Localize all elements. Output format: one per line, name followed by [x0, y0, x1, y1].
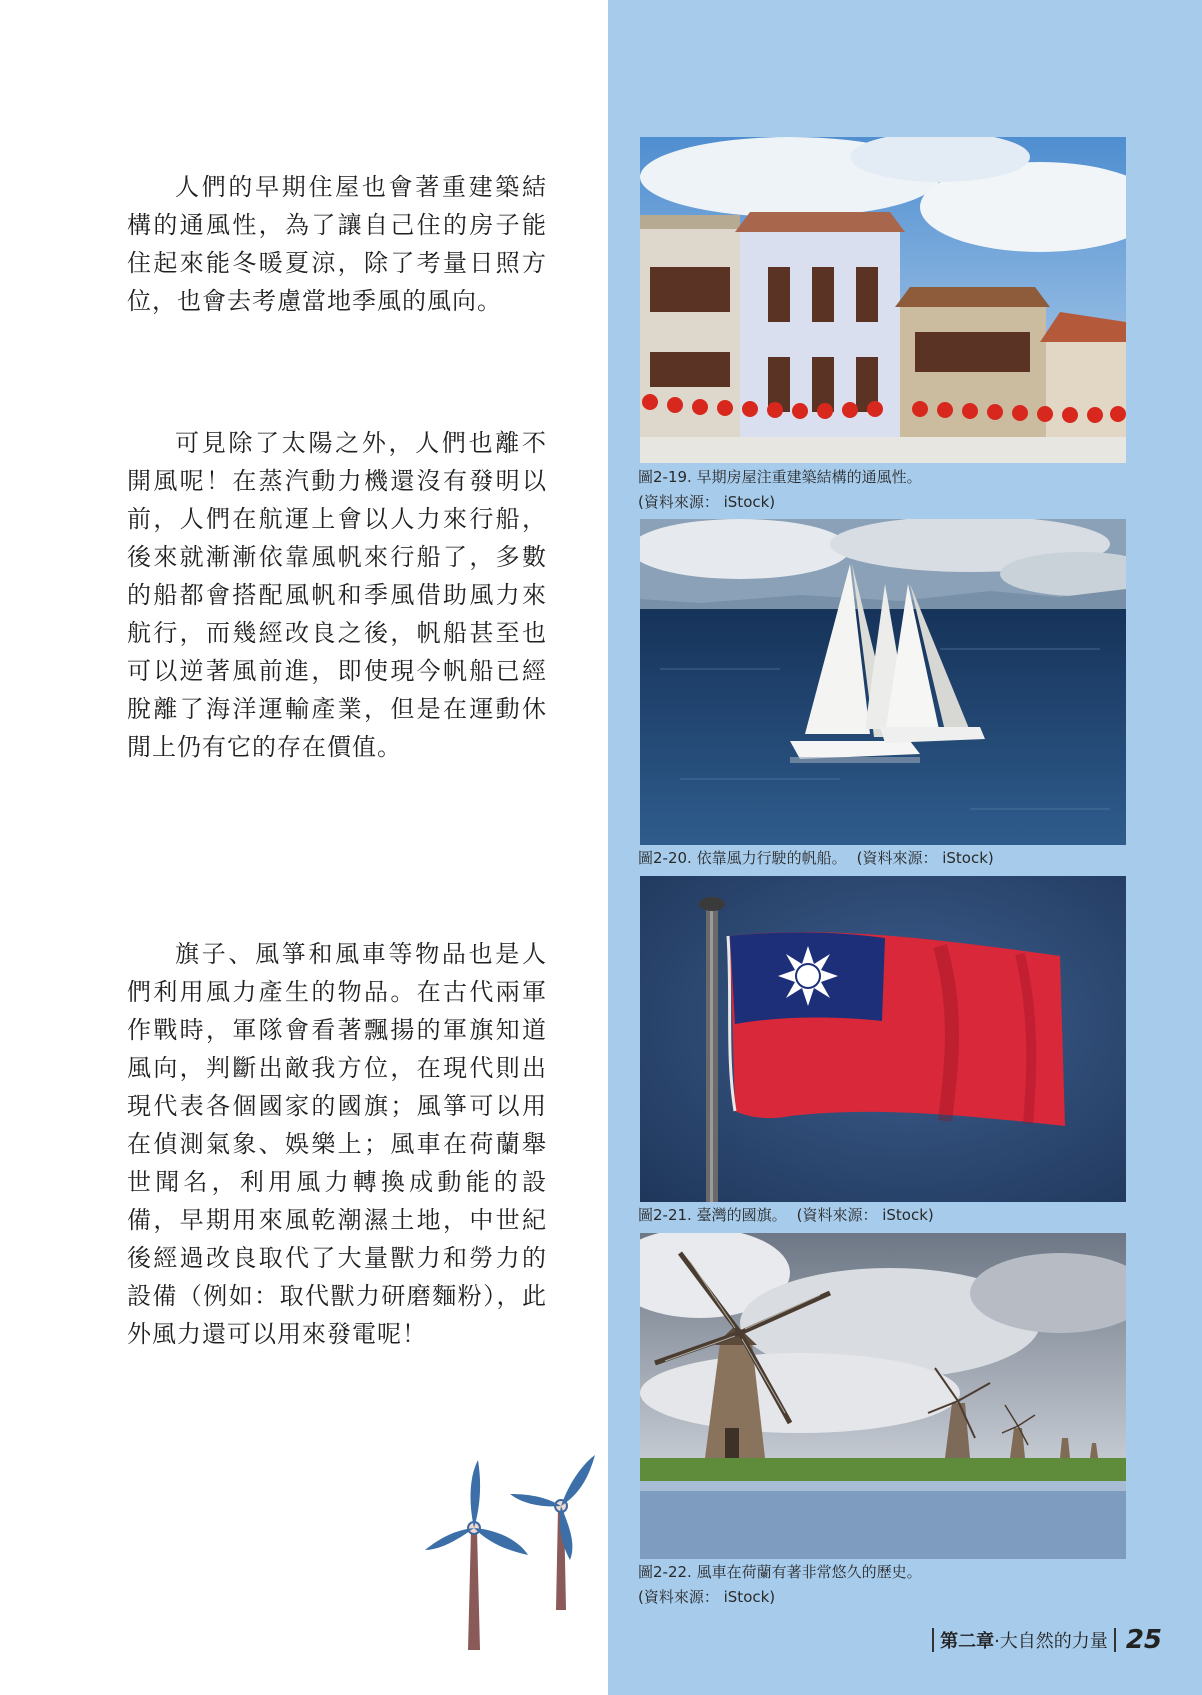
- wind-turbine-icon-right: [510, 1455, 595, 1610]
- figure-caption-2-21: [638, 1203, 1158, 1228]
- footer-divider: [1114, 1628, 1116, 1652]
- paragraph-sailing: 可見除了太陽之外，人們也離不開風呢！在蒸汽動力機還沒有發明以前，人們在航運上會以人力來行船，後來就漸漸依靠風帆來行船了，多數的船都會搭配風帆和季風借助風力來航行，而幾經改良之後，帆船甚至也可以逆著風前進，即使現今帆船已經脫離了海洋運輸產業，但是在運動休閒上仍有它的存在價值。: [127, 429, 547, 761]
- caption-text: 圖2-19. 早期房屋注重建築結構的通風性。: [638, 468, 922, 486]
- photo-windmills: [640, 1233, 1126, 1559]
- caption-source: (資料來源： iStock): [638, 493, 776, 511]
- chapter-number: 第二章: [940, 1631, 995, 1652]
- page-footer: [926, 1624, 1162, 1656]
- figure-caption-2-22: [638, 1560, 1158, 1610]
- photo-taiwan-flag: [640, 876, 1126, 1202]
- caption-source: (資料來源： iStock): [796, 1206, 934, 1224]
- photo-old-houses: [640, 137, 1126, 463]
- wind-turbine-icon-left: [425, 1460, 528, 1650]
- figure-caption-2-19: [638, 465, 1158, 515]
- paragraph-ventilation: 人們的早期住屋也會著重建築結構的通風性，為了讓自己住的房子能住起來能冬暖夏涼，除了考量日照方位，也會去考慮當地季風的風向。: [127, 173, 547, 315]
- caption-source: (資料來源： iStock): [638, 1588, 776, 1606]
- chapter-title: ·大自然的力量: [994, 1631, 1108, 1652]
- caption-source: (資料來源： iStock): [856, 849, 994, 867]
- chapter-label: [940, 1627, 1108, 1653]
- figure-caption-2-20: [638, 846, 1158, 871]
- caption-text: 圖2-20. 依靠風力行駛的帆船。: [638, 849, 847, 867]
- wind-turbine-illustration: [420, 1450, 600, 1660]
- footer-divider: [932, 1628, 934, 1652]
- paragraph-wind-objects: 旗子、風箏和風車等物品也是人們利用風力產生的物品。在古代兩軍作戰時，軍隊會看著飄揚的軍旗知道風向，判斷出敵我方位，在現代則出現代表各個國家的國旗；風箏可以用在偵測氣象、娛樂上；風車在荷蘭舉世聞名，利用風力轉換成動能的設備，早期用來風乾潮濕土地，中世紀後經過改良取代了大量獸力和勞力的設備（例如：取代獸力研磨麵粉），此外風力還可以用來發電呢！: [127, 940, 547, 1348]
- photo-sailboat: [640, 519, 1126, 845]
- caption-text: 圖2-21. 臺灣的國旗。: [638, 1206, 787, 1224]
- caption-text: 圖2-22. 風車在荷蘭有著非常悠久的歷史。: [638, 1563, 922, 1581]
- page-number: 25: [1125, 1625, 1162, 1655]
